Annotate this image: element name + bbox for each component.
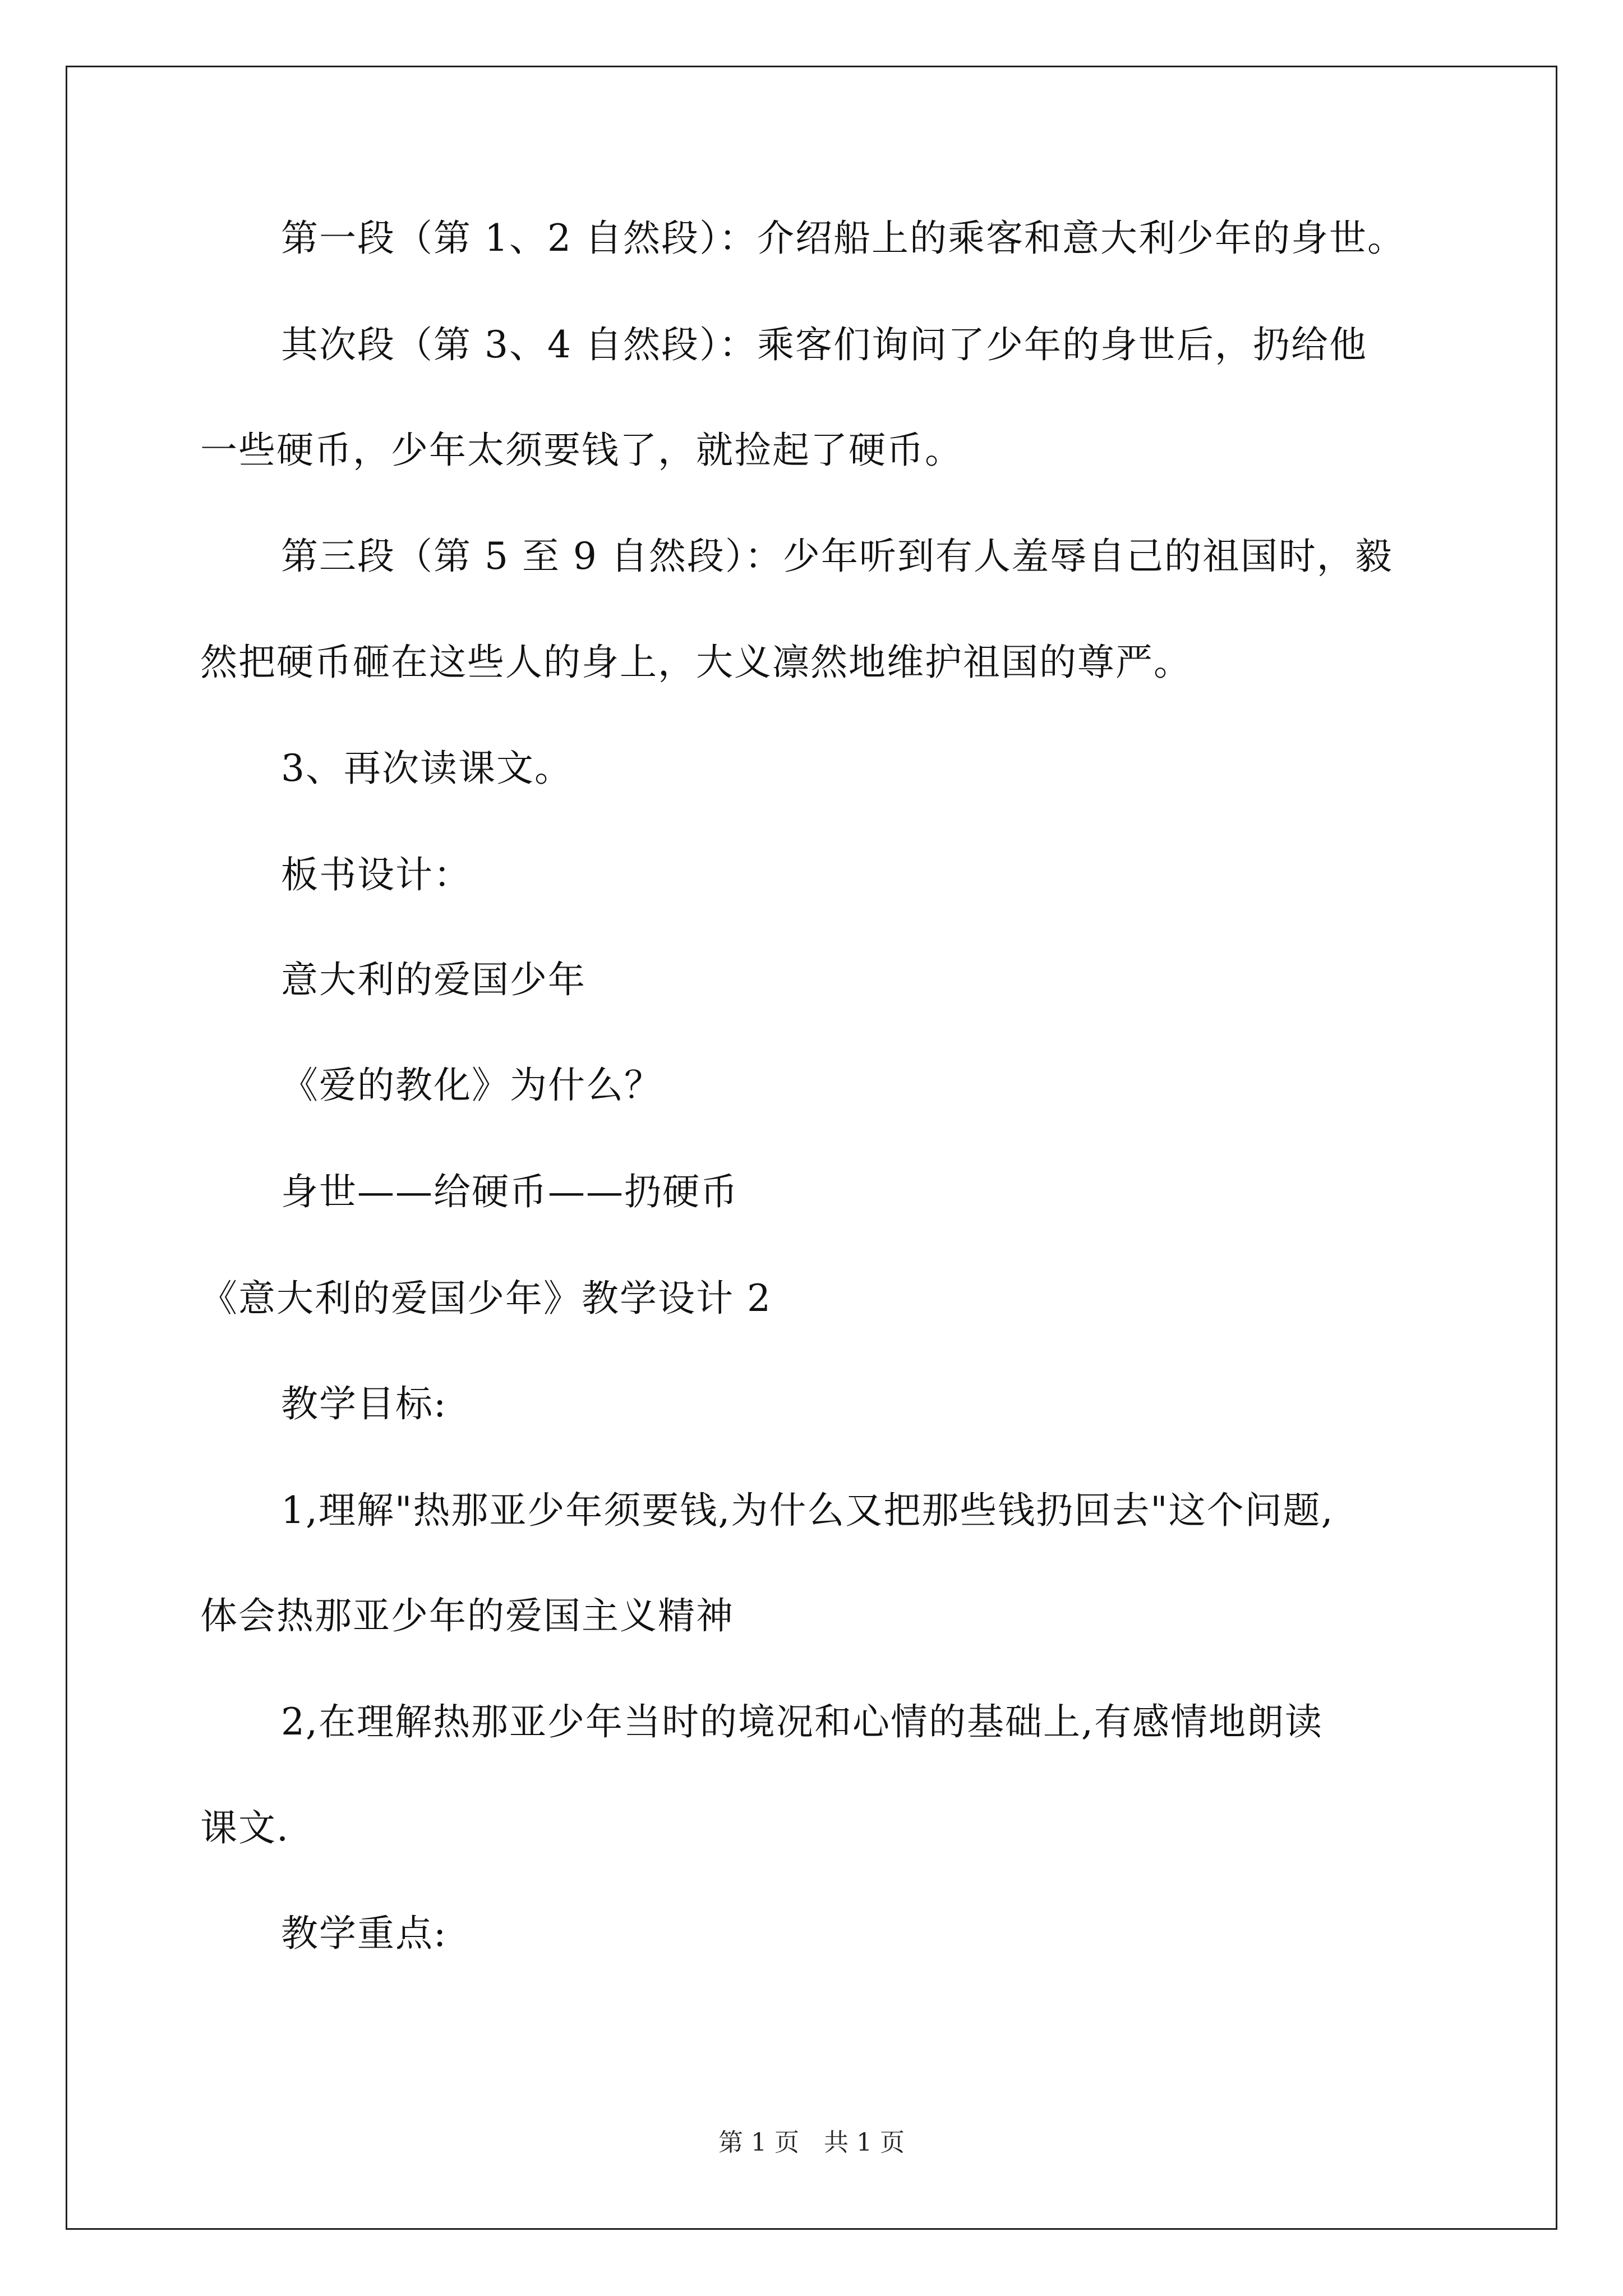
page-number-footer: 第 1 页 共 1 页 (718, 2128, 905, 2157)
goal-1-line1: 1,理解"热那亚少年须要钱,为什么又把那些钱扔回去"这个问题, (281, 1489, 1334, 1532)
page-border (66, 66, 1557, 2230)
board-outline: 身世——给硬币——扔硬币 (281, 1170, 739, 1213)
paragraph-section-two-line1: 其次段（第 3、4 自然段）：乘客们询问了少年的身世后，扔给他 (281, 323, 1367, 366)
board-question: 《爱的教化》为什么？ (281, 1064, 662, 1107)
paragraph-reread: 3、再次读课文。 (281, 747, 573, 790)
board-title: 意大利的爱国少年 (281, 958, 586, 1001)
paragraph-section-two-line2: 一些硬币，少年太须要钱了，就捡起了硬币。 (200, 429, 963, 472)
paragraph-section-three-line1: 第三段（第 5 至 9 自然段）：少年听到有人羞辱自己的祖国时，毅 (281, 535, 1393, 578)
section-title-design-2: 《意大利的爱国少年》教学设计 2 (200, 1277, 772, 1320)
paragraph-section-one: 第一段（第 1、2 自然段）：介绍船上的乘客和意大利少年的身世。 (281, 217, 1405, 260)
goal-2-line1: 2,在理解热那亚少年当时的境况和心情的基础上,有感情地朗读 (281, 1700, 1323, 1743)
heading-board-design: 板书设计： (281, 853, 472, 896)
heading-teaching-goals: 教学目标: (281, 1382, 448, 1425)
goal-1-line2: 体会热那亚少年的爱国主义精神 (200, 1594, 734, 1637)
heading-teaching-focus: 教学重点: (281, 1912, 448, 1955)
paragraph-section-three-line2: 然把硬币砸在这些人的身上，大义凛然地维护祖国的尊严。 (200, 641, 1192, 684)
goal-2-line2: 课文. (200, 1806, 289, 1849)
